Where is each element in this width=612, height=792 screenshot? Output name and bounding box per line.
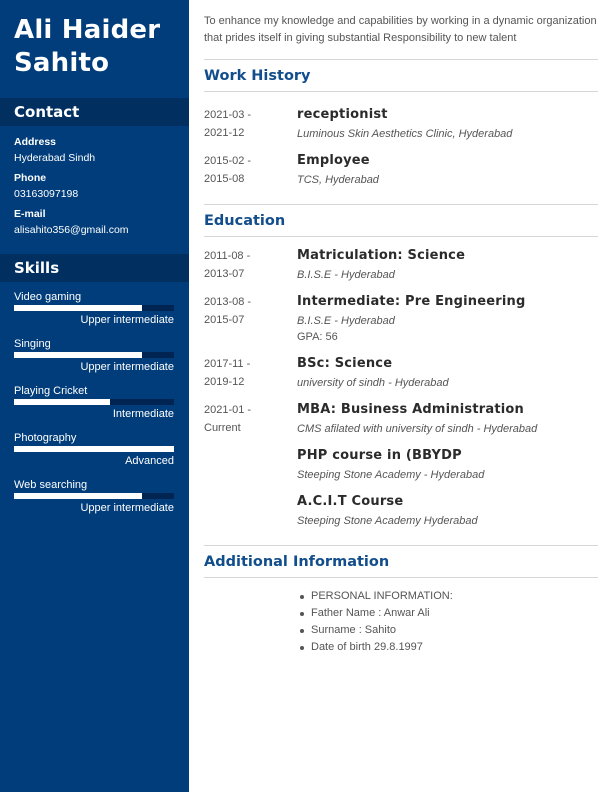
entry-title: Matriculation: Science	[297, 248, 466, 263]
entry-body	[297, 447, 598, 483]
divider	[204, 236, 598, 237]
entry-title: BSc: Science	[297, 356, 393, 371]
education-heading: Education	[204, 213, 286, 229]
work-history-heading: Work History	[204, 68, 311, 84]
entry-subtitle: TCS, Hyderabad	[297, 174, 379, 186]
entry-date-end: 2013-07	[204, 268, 245, 280]
entry-date-start: 2017-11 -	[204, 358, 251, 370]
name-second-line: Sahito	[14, 48, 110, 78]
skill-bar	[14, 352, 174, 358]
address-value: Hyderabad Sindh	[14, 152, 96, 164]
entry-title: Intermediate: Pre Engineering	[297, 294, 526, 309]
entry-date-end: 2021-12	[204, 127, 245, 139]
entry-title: A.C.I.T Course	[297, 494, 404, 509]
education-entry	[204, 247, 598, 283]
entry-body	[297, 493, 598, 529]
skill-name: Singing	[14, 338, 51, 350]
education-entry	[204, 293, 598, 345]
skill-name: Video gaming	[14, 291, 82, 303]
skill-bar-fill	[14, 352, 142, 358]
skill-bar	[14, 493, 174, 499]
email-label: E-mail	[14, 208, 46, 220]
phone-label: Phone	[14, 172, 47, 184]
work-history-list	[204, 92, 598, 188]
entry-date	[204, 106, 297, 142]
entry-subtitle: Steeping Stone Academy - Hyderabad	[297, 469, 485, 481]
skill-item	[14, 290, 175, 327]
candidate-name	[0, 0, 189, 80]
contact-heading: Contact	[0, 98, 189, 126]
list-item: PERSONAL INFORMATION:	[300, 588, 598, 605]
education-entry	[204, 447, 598, 483]
entry-date	[204, 355, 297, 391]
skill-bar	[14, 399, 174, 405]
skill-bar-fill	[14, 399, 110, 405]
contact-block	[0, 126, 189, 237]
skills-list	[0, 282, 189, 515]
skill-item	[14, 384, 175, 421]
work-entry	[204, 152, 598, 188]
education-entry	[204, 493, 598, 529]
address-label: Address	[14, 136, 57, 148]
skill-level: Upper intermediate	[80, 314, 174, 326]
entry-subtitle: B.I.S.E - Hyderabad	[297, 315, 395, 327]
entry-date-end: 2019-12	[204, 376, 245, 388]
skills-heading: Skills	[0, 254, 189, 282]
entry-body	[297, 247, 598, 283]
entry-title: MBA: Business Administration	[297, 402, 524, 417]
additional-info-list	[300, 588, 598, 656]
entry-subtitle: Luminous Skin Aesthetics Clinic, Hyderabad	[297, 128, 513, 140]
entry-subtitle: Steeping Stone Academy Hyderabad	[297, 515, 478, 527]
skill-level: Upper intermediate	[80, 361, 174, 373]
entry-subtitle: CMS afilated with university of sindh - Hyderabad	[297, 423, 538, 435]
entry-date-end: 2015-07	[204, 314, 245, 326]
education-entry	[204, 355, 598, 391]
sidebar	[0, 0, 189, 792]
summary-paragraph: To enhance my knowledge and capabilities by working in a dynamic organization that prides itself in giving substantial Responsibility to new talent	[204, 15, 597, 44]
skill-bar-fill	[14, 493, 142, 499]
education-list	[204, 247, 598, 529]
list-item: Date of birth 29.8.1997	[300, 639, 598, 656]
list-item: Surname : Sahito	[300, 622, 598, 639]
skill-item	[14, 337, 175, 374]
skill-name: Playing Cricket	[14, 385, 88, 397]
skill-item	[14, 431, 175, 468]
skill-level: Upper intermediate	[80, 502, 174, 514]
skill-bar	[14, 446, 174, 452]
entry-date	[204, 247, 297, 283]
additional-info-heading: Additional Information	[204, 554, 390, 570]
list-item: Father Name : Anwar Ali	[300, 605, 598, 622]
work-entry	[204, 106, 598, 142]
skill-level: Intermediate	[112, 408, 174, 420]
entry-date-end: 2015-08	[204, 173, 245, 185]
education-entry	[204, 401, 598, 437]
entry-date-start: 2021-03 -	[204, 109, 252, 121]
entry-body	[297, 293, 598, 345]
entry-date	[204, 152, 297, 188]
entry-date	[204, 447, 297, 483]
entry-date	[204, 293, 297, 345]
entry-title: PHP course in (BBYDP	[297, 448, 462, 463]
skill-bar-fill	[14, 305, 142, 311]
email-value: alisahito356@gmail.com	[14, 224, 129, 236]
entry-date	[204, 401, 297, 437]
entry-date-start: 2011-08 -	[204, 250, 251, 262]
entry-date-end: Current	[204, 422, 241, 434]
entry-date-start: 2021-01 -	[204, 404, 252, 416]
entry-body	[297, 401, 598, 437]
entry-date-start: 2015-02 -	[204, 155, 252, 167]
skill-item	[14, 478, 175, 515]
skill-bar-fill	[14, 446, 174, 452]
main-content	[204, 0, 598, 656]
entry-title: receptionist	[297, 107, 388, 122]
entry-title: Employee	[297, 153, 370, 168]
skill-name: Web searching	[14, 479, 88, 491]
skill-bar	[14, 305, 174, 311]
skill-level: Advanced	[125, 455, 174, 467]
entry-date-start: 2013-08 -	[204, 296, 252, 308]
phone-value: 03163097198	[14, 188, 79, 200]
entry-subtitle: B.I.S.E - Hyderabad	[297, 269, 395, 281]
skill-name: Photography	[14, 432, 77, 444]
entry-date	[204, 493, 297, 529]
name-first-line: Ali Haider	[14, 15, 161, 45]
entry-body	[297, 106, 598, 142]
entry-subtitle: university of sindh - Hyderabad	[297, 377, 449, 389]
entry-body	[297, 152, 598, 188]
divider	[204, 577, 598, 578]
entry-body	[297, 355, 598, 391]
entry-gpa: GPA: 56	[297, 331, 338, 343]
